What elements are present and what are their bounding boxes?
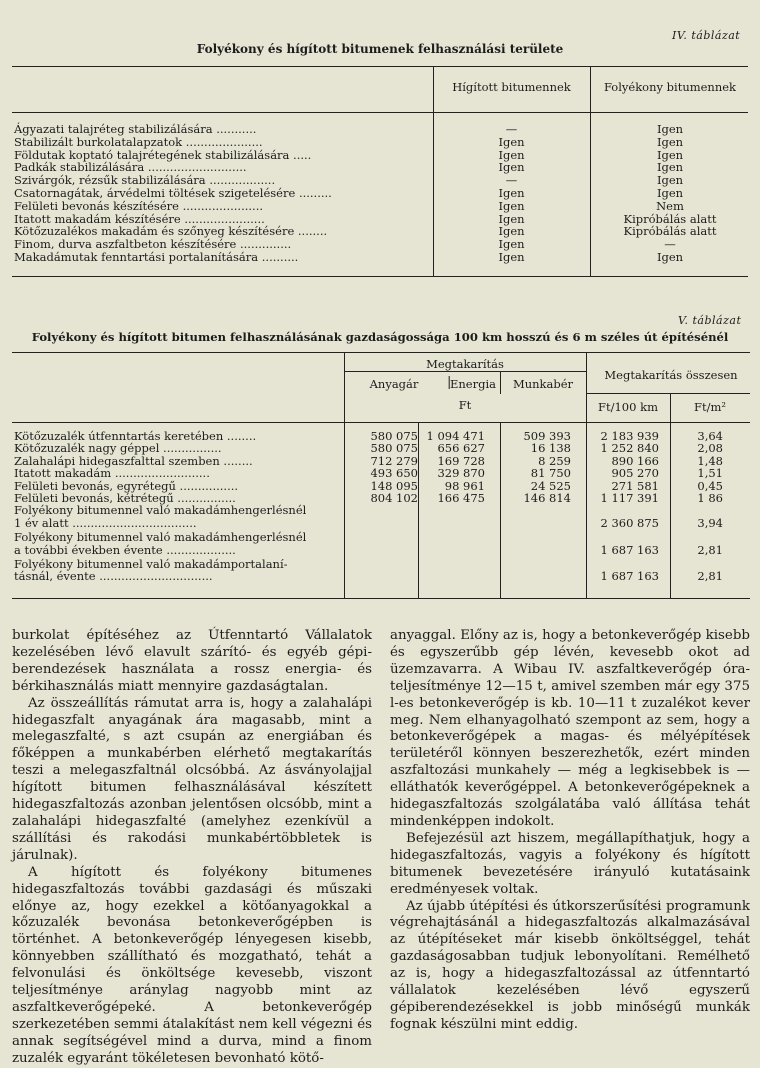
- table-iv-cell-folyekony: Igen: [656, 160, 684, 175]
- table-v-cell-anyagar: 493 650: [370, 466, 418, 481]
- table-v-cell-anyagar: 580 075: [370, 441, 418, 456]
- table-iv-row-label: Felületi bevonás készítésére ......................: [14, 198, 264, 213]
- table-v-total-ft100km: Ft/100 km: [598, 400, 658, 414]
- table-v-row-label: Felületi bevonás, egyrétegű ................: [14, 478, 239, 493]
- table-iv-cell-higitott: Igen: [498, 134, 525, 149]
- table-v-row-label: Zalahalápi hidegaszfalttal szemben ........: [14, 453, 253, 468]
- table-iv-cell-folyekony: Igen: [656, 134, 684, 149]
- table-v-group-header: Megtakarítás: [426, 357, 504, 371]
- table-v-cell-ft100km: 905 270: [611, 466, 659, 481]
- table-iv-label: IV. táblázat: [672, 29, 741, 42]
- table-v-cell-ftm2: 0,45: [697, 478, 723, 493]
- table-v-cell-anyagar: 804 102: [370, 491, 418, 505]
- table-v-row-label: Folyékony bitumennel való makadámportalaní-: [14, 557, 288, 571]
- body-paragraph: anyaggal. Előny az is, hogy a betonkeverőgép kisebb és egyszerűbb gép lévén, kevesebb okot ad üzemzavarra. A Wibau IV. aszfaltkeverőgép óra-teljesítménye 12—15 t, amivel szemben már egy 375 l-es betonkeverőgép is kb. 10—11 t zuzalékot kever meg. Nem elhanyagolható szempont az sem, hogy a betonkeverőgépek a magas- és mélyépítések területéről könnyen beszerezhetők, ezért minden aszfaltozási munkahely — még a legkisebbek is — elláthatók keverőgéppel. A betonkeverőgépeknek a hidegaszfaltozás szolgálatába való állítása tehát mindenképpen indokolt.: [390, 628, 750, 829]
- table-iv-cell-higitott: Igen: [498, 250, 525, 264]
- table-v-cell-ftm2: 1 86: [697, 491, 723, 505]
- table-v-cell-ft100km: 1 687 163: [600, 569, 659, 584]
- table-v-cell-energia: 98 961: [444, 478, 485, 493]
- table-v-cell-energia: 169 728: [437, 453, 485, 468]
- table-v-cell-ft100km: 1 117 391: [600, 491, 659, 505]
- table-iv-cell-folyekony: —: [664, 237, 676, 252]
- table-v-cell-ftm2: 1,51: [697, 466, 723, 481]
- table-v-row-label: Folyékony bitumennel való makadámhengerlésnél: [14, 503, 307, 518]
- table-iv-cell-higitott: Igen: [498, 224, 525, 239]
- table-v-cell-ft100km: 271 581: [611, 478, 659, 493]
- table-iv-cell-higitott: —: [505, 173, 518, 188]
- table-v-cell-ftm2: 2,81: [697, 569, 723, 584]
- body-paragraph: Az összeállítás rámutat arra is, hogy a zalahalápi hidegaszfalt anyagának ára magasabb, mint a melegaszfalté, s azt csupán az energiában és főképpen a munkabérben elérhető megtakarítás teszi a melegaszfaltnál olcsóbbá. Az ásványolajjal hígított bitumen felhasználásával készített hidegaszfaltozás azonban jelentősen olcsóbb, mint a zalahalápi hidegaszfalté (amelyhez ezenkívül a szállítási és rakodási munkabértöbbletek is járulnak).: [12, 695, 372, 863]
- table-v-cell-ft100km: 1 687 163: [600, 542, 659, 557]
- table-v-row-label: Kötőzuzalék nagy géppel ................: [14, 441, 222, 456]
- table-iv-row-label: Itatott makadám készítésére ......................: [14, 211, 265, 226]
- table-iv-row-label: Padkák stabilizálására ...........................: [14, 160, 247, 175]
- table-v-cell-munkaber: 8 259: [538, 453, 571, 468]
- table-v-header-rule: [12, 422, 750, 423]
- table-iv-row-label: Ágyazati talajréteg stabilizálására ...........: [14, 122, 257, 136]
- table-v-cell-energia: 1 094 471: [426, 429, 485, 443]
- table-iv-row-label: Finom, durva aszfaltbeton készítésére ..............: [14, 237, 292, 252]
- table-v-cell-munkaber: 16 138: [530, 441, 571, 456]
- table-iv-cell-higitott: Igen: [498, 211, 525, 226]
- table-iv-cell-folyekony: Igen: [656, 122, 684, 136]
- table-v-row-label: 1 év alatt ..................................: [14, 515, 197, 530]
- body-paragraph: Befejezésül azt hiszem, megállapíthatjuk, hogy a hidegaszfaltozás, vagyis a folyékony és hígított bitumenek bevezetésére irányuló kutatásaink eredményesek voltak.: [390, 830, 750, 897]
- table-v-cell-ftm2: 1,48: [697, 453, 723, 468]
- table-v-cell-anyagar: 712 279: [370, 453, 418, 468]
- table-v-top-rule: [12, 352, 750, 353]
- body-paragraph: Az újabb útépítési és útkorszerűsítési programunk végrehajtásánál a hidegaszfaltozás alkalmazásával az útépítéseket már kisebb önköltséggel, tehát gazdaságosabban tudjuk lebonyolítani. Remélhető az is, hogy a hidegaszfaltozással az útfenntartó vállalatok kezelésében lévő egyszerű gépiberendezésekkel is jobb minőségű munkák fognak készülni mint eddig.: [390, 898, 750, 1032]
- table-iv-row-label: Szivárgók, rézsűk stabilizálására ..................: [14, 173, 276, 188]
- table-v-row-label: tásnál, évente ...............................: [14, 569, 213, 584]
- table-iv-cell-higitott: Igen: [498, 237, 525, 252]
- table-v-header-munkaber: Munkabér: [512, 377, 574, 391]
- table-v-row-label: Folyékony bitumennel való makadámhengerlésnél: [14, 530, 307, 545]
- table-iv-title: Folyékony és hígított bitumenek felhasználási területe: [196, 42, 564, 56]
- table-iv-cell-higitott: —: [505, 122, 518, 136]
- body-column-left: [12, 628, 372, 1068]
- table-v-cell-ft100km: 890 166: [611, 453, 659, 468]
- table-v-row-label: a további években évente ...................: [14, 542, 236, 557]
- table-v-header-sep-1: |: [447, 375, 452, 390]
- table-iv-cell-folyekony: Kipróbálás alatt: [623, 224, 717, 239]
- table-v-total-ftm2: Ft/m²: [694, 400, 726, 414]
- table-iv-top-rule: [12, 66, 748, 67]
- table-iv-cell-higitott: Igen: [498, 186, 525, 200]
- table-v-cell-ftm2: 3,94: [697, 515, 723, 530]
- table-iv-cell-folyekony: Igen: [656, 147, 684, 162]
- table-iv-row-label: Makadámutak fenntartási portalanítására ..........: [14, 250, 299, 264]
- table-v-cell-ftm2: 3,64: [697, 429, 723, 443]
- table-v-row-label: Itatott makadám ..........................: [14, 466, 210, 481]
- body-column-right: [390, 628, 750, 1034]
- table-v-bottom-rule: [12, 598, 750, 599]
- body-paragraph: A hígított és folyékony bitumenes hidegaszfaltozás további gazdasági és műszaki előnye az, hogy ezekkel a kötőanyagokkal a kőzuzalék bevonása betonkeverőgépben is történhet. A betonkeverőgép lényegesen kisebb, könnyebben szállítható és mozgatható, tehát a felvonulási és önköltsége kevesebb, viszont teljesítménye aránylag nagyobb mint az aszfaltkeverőgépeké. A betonkeverőgép szerkezetében semmi átalakítást nem kell végezni és annak segítségével mind a durva, mind a finom zuzalék egyaránt tökéletesen bevonható kötő-: [12, 864, 372, 1066]
- table-iv-cell-folyekony: Nem: [656, 198, 684, 213]
- table-v-cell-ft100km: 1 252 840: [600, 441, 659, 456]
- table-v-row-label: Kötőzuzalék útfenntartás keretében ........: [14, 429, 257, 443]
- table-v-cell-munkaber: 24 525: [530, 478, 571, 493]
- table-iv-cell-folyekony: Igen: [656, 250, 684, 264]
- table-v-unit: Ft: [458, 398, 472, 412]
- table-v-group-rule: [344, 371, 586, 372]
- table-v-cell-ftm2: 2,08: [697, 441, 723, 456]
- table-iv-header-folyekony: Folyékony bitumennek: [603, 80, 737, 94]
- body-paragraph: burkolat építéséhez az Útfenntartó Vállalatok kezelésében lévő elavult szárító- és egyéb gépi-berendezések használata a rossz energia- és bérkihasználás miatt mennyire gazdaságtalan.: [12, 628, 372, 694]
- table-v-cell-ft100km: 2 183 939: [600, 429, 659, 443]
- table-iv-row-label: Stabilizált burkolatalapzatok .....................: [14, 134, 263, 149]
- table-iv-cell-folyekony: Igen: [656, 173, 684, 188]
- table-v-cell-energia: 166 475: [437, 491, 485, 505]
- table-iv-cell-folyekony: Igen: [656, 186, 684, 200]
- table-v-cell-ftm2: 2,81: [697, 542, 723, 557]
- table-iv-cell-higitott: Igen: [498, 160, 525, 175]
- table-iv-bottom-rule: [12, 276, 748, 277]
- table-v-row-label: Felületi bevonás, kétrétegű ................: [14, 491, 236, 505]
- table-iv-header-higitott: Hígított bitumennek: [452, 80, 571, 94]
- table-v-label: V. táblázat: [678, 314, 742, 327]
- table-iv-cell-folyekony: Kipróbálás alatt: [623, 211, 717, 226]
- table-iv-row-label: Földutak koptató talajrétegének stabilizálására .....: [14, 147, 312, 162]
- table-v-header-anyagar: Anyagár: [369, 377, 419, 391]
- table-v-title: Folyékony és hígított bitumen felhasználásának gazdaságossága 100 km hosszú és 6 m széles út építésénél: [31, 330, 729, 344]
- table-v-total-rule: [586, 393, 750, 394]
- table-v-cell-energia: 329 870: [437, 466, 485, 481]
- table-v-cell-munkaber: 509 393: [523, 429, 571, 443]
- table-v-total-header: Megtakarítás összesen: [604, 368, 738, 382]
- table-v-cell-munkaber: 81 750: [530, 466, 571, 481]
- table-iv-cell-higitott: Igen: [498, 198, 525, 213]
- table-v-header-energia: Energia: [450, 377, 496, 391]
- table-v-cell-energia: 656 627: [437, 441, 485, 456]
- table-v-cell-ft100km: 2 360 875: [600, 515, 659, 530]
- table-iv-row-label: Csatornagátak, árvédelmi töltések szigetelésére .........: [14, 186, 332, 200]
- table-v-cell-anyagar: 580 075: [370, 429, 418, 443]
- table-iv-row-label: Kötőzuzalékos makadám és szőnyeg készítésére ........: [14, 224, 328, 239]
- table-iv-header-rule: [12, 112, 748, 113]
- table-v-cell-munkaber: 146 814: [523, 491, 571, 505]
- table-iv-cell-higitott: Igen: [498, 147, 525, 162]
- table-v-cell-anyagar: 148 095: [370, 478, 418, 493]
